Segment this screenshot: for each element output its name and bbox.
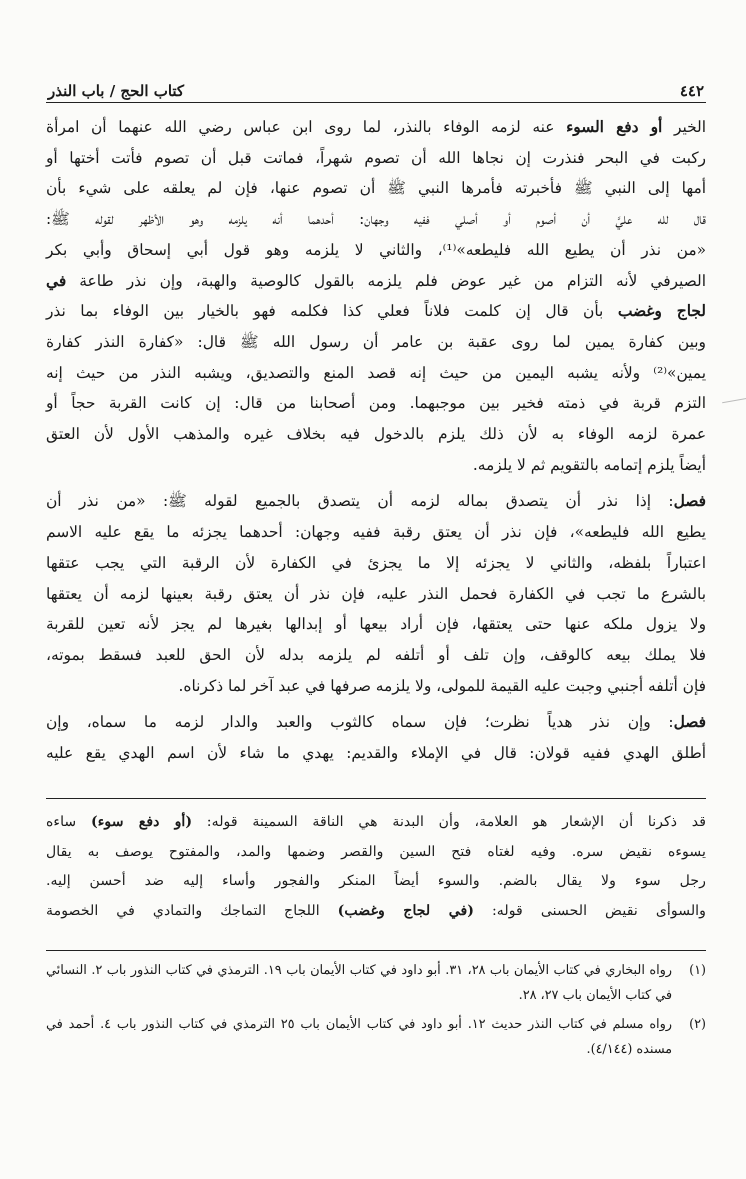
references	[46, 958, 706, 1066]
bold-phrase: في	[46, 271, 67, 290]
paragraph-1-end: أيضاً يلزم إتمامه بالتقويم ثم لا يلزمه.	[472, 455, 706, 474]
header-divider	[46, 102, 706, 103]
reference-item	[46, 1012, 706, 1062]
explanatory-notes	[46, 808, 706, 926]
reference-number: (٢)	[689, 1017, 706, 1032]
notes-text: قد ذكرنا أن الإشعار هو العلامة، وأن البدنة هي الناقة السمينة قوله: (أو دفع سوء) ساءه يسوءه نقيض سره. وفيه لغتاه فتح السين والقصر وضمها والمد، والمفتوح يوصف به يقال رجل سوء ولا يقال بالضم. والسوء أيضاً المنكر والفجور وأساء إليه ضد أحسن إليه. والسوأى نقيض الحسنى قوله: (في لجاج وغضب) اللجاج التماجك والتمادي في الخصومة	[46, 814, 706, 919]
main-text	[46, 112, 706, 769]
reference-item	[46, 958, 706, 1008]
paragraph-3: فصل: وإن نذر هدياً نظرت؛ فإن سماه كالثوب والعبد والدار لزمه ما سماه، وإن أطلق الهدي ففيه قولان: قال في الإملاء والقديم: يهدي ما شاء لأن اسم الهدي يقع عليه	[46, 713, 706, 763]
bold-phrase: (في لجاج وغضب)	[337, 902, 475, 919]
bold-phrase: لجاج وغضب	[617, 302, 707, 321]
page-number: ٤٤٢	[679, 82, 704, 100]
margin-mark	[722, 398, 746, 403]
reference-text: رواه مسلم في كتاب النذر حديث ١٢. أبو داود في كتاب الأيمان باب ٢٥ الترمذي في كتاب النذور باب ٤. أحمد في مسنده (٤/١٤٤).	[46, 1017, 672, 1057]
section-label: فصل	[673, 713, 706, 732]
reference-number: (١)	[689, 963, 706, 978]
notes-divider	[46, 798, 706, 799]
paragraph-1: الخير أو دفع السوء عنه لزمه الوفاء بالنذر، لما روى ابن عباس رضي الله عنهما أن امرأة ركبت في البحر فنذرت إن نجاها الله أن تصوم شهراً، فماتت قبل أن تصوم فأتت أختها أو أمها إلى النبي ﷺ فأخبرته فأمرها النبي ﷺ أن تصوم عنها، فإن لم يعلقه على شيء بأن قال لله عليَّ أن أصوم أو أصلي ففيه وجهان: أحدهما أنه يلزمه وهو الأظهر لقوله ﷺ: «من نذر أن يطيع الله فليطعه»⁽¹⁾، والثاني لا يلزمه وهو قول أبي إسحاق وأبي بكر الصيرفي لأنه التزام من غير عوض فلم يلزمه بالقول كالوصية والهبة، وإن نذر طاعة في لجاج وغضب بأن قال إن كلمت فلاناً فعلي كذا فكلمه فهو بالخيار بين الوفاء بما نذر وبين كفارة يمين لما روى عقبة بن عامر أن رسول الله ﷺ قال: «كفارة النذر كفارة يمين»⁽²⁾ ولأنه يشبه اليمين من حيث إنه قصد المنع والتصديق، ويشبه النذر من حيث إنه التزم قربة في ذمته فخير بين موجبهما. ومن أصحابنا من قال: إن كانت القربة حجاً أو عمرة لزمه الوفاء به لأن ذلك يلزم بالدخول فيه بخلاف غيره والمذهب الأول لأن العتق	[46, 118, 707, 444]
paragraph-2: فصل: إذا نذر أن يتصدق بماله لزمه أن يتصدق بالجميع لقوله ﷺ: «من نذر أن يطيع الله فليطعه»، فإن نذر أن يعتق رقبة ففيه وجهان: أحدهما يجزئه ما يقع عليه الاسم اعتباراً بلفظه، والثاني لا يجزئه إلا ما يجزئ في الكفارة لأن الرقبة التي يجب عتقها بالشرع ما تجب في الكفارة فحمل النذر عليه، فإن نذر أن يعتق رقبة بعينها لزمه أن يعتقها ولا يزول ملكه عنها حتى يعتقها، فإن أراد بيعها أو إبدالها بغيرها لم يجز لأنه تعين للقربة فلا يملك بيعه كالوقف، وإن تلف أو أتلفه لم يلزمه بدله لأن الحق للعبد فسقط بموته،	[46, 492, 706, 664]
running-title: كتاب الحج / باب النذر	[48, 82, 185, 100]
reference-text: رواه البخاري في كتاب الأيمان باب ٢٨، ٣١. أبو داود في كتاب الأيمان باب ١٩. الترمذي في كتاب النذور باب ٢. النسائي في كتاب الأيمان باب ٢٧، ٢٨.	[46, 963, 672, 1003]
page-header	[48, 72, 704, 100]
references-divider	[46, 950, 706, 951]
section-label: فصل	[673, 492, 706, 511]
bold-phrase: أو دفع السوء	[566, 118, 663, 136]
bold-phrase: (أو دفع سوء)	[91, 814, 193, 830]
paragraph-2-end: فإن أتلفه أجنبي وجبت عليه القيمة للمولى، ولا يلزمه صرفها في عبد آخر لما ذكرناه.	[178, 676, 706, 695]
